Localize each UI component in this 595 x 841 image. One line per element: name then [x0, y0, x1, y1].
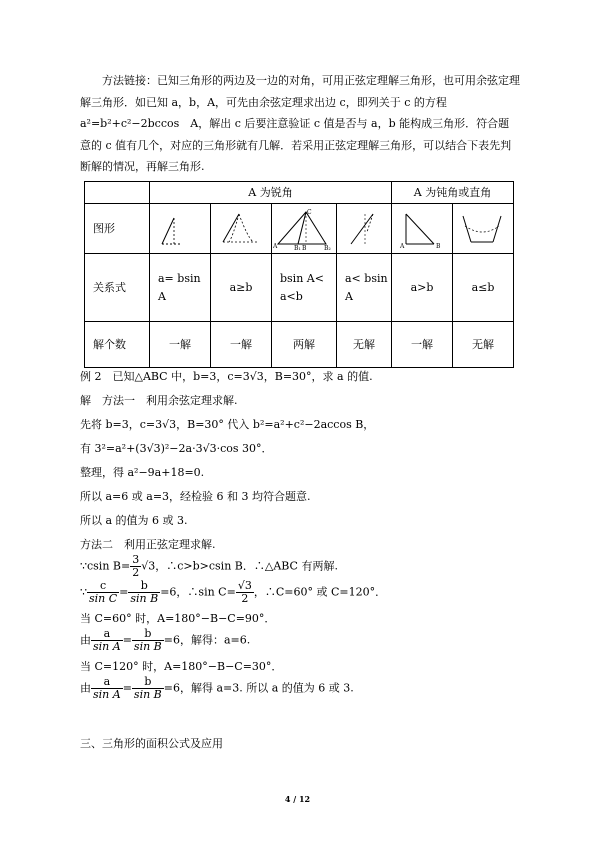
solution-line-1: 解 方法一 利用余弦定理求解. — [80, 394, 238, 407]
solutions-6: 无解 — [453, 322, 514, 368]
solutions-4: 无解 — [337, 322, 392, 368]
solution-line-13: 由 $\frac{a}{\text{sin A}}$ = $\frac{b}{\text{sin B}}$ =6，解得 a=3. 所以 a 的值为 6 或 3. — [80, 675, 354, 701]
relation-6: a≤b — [453, 254, 514, 322]
sqrt-3: √3 — [141, 559, 156, 573]
figure-2 — [211, 204, 272, 254]
figure-1 — [150, 204, 211, 254]
page-number: 4 / 12 — [284, 794, 311, 804]
fraction-b-sinb: $\frac{b}{\text{sin B}}$ — [130, 579, 159, 605]
solution-line-12: 当 C=120° 时，A=180°−B−C=30°． — [80, 660, 283, 673]
fraction-b-sinb-2: $\frac{b}{\text{sin B}}$ — [133, 627, 162, 653]
l9-suffix: ，∴c>b>csin B．∴△ABC 有两解. — [155, 559, 338, 573]
fig-label-b: B — [302, 244, 307, 252]
solution-line-4: 整理，得 a²−9a+18=0. — [80, 466, 205, 479]
solution-line-3: 有 3²=a²+(3√3)²−2a·3√3·cos 30°． — [80, 442, 273, 455]
row-solutions-label: 解个数 — [85, 322, 150, 368]
relation-4: a< bsin A — [337, 254, 392, 322]
section-heading: 三、三角形的面积公式及应用 — [80, 737, 223, 750]
fraction-a-sina: $\frac{a}{\text{sin A}}$ — [93, 627, 121, 653]
l9-prefix: ∵csin B= — [80, 559, 131, 573]
fig-label-b1: B₁ — [294, 244, 301, 252]
solution-line-2: 先将 b=3，c=3√3，B=30° 代入 b²=a²+c²−2accos B， — [80, 418, 375, 431]
solution-line-7: 方法二 利用正弦定理求解. — [80, 538, 216, 551]
relation-5: a>b — [392, 254, 453, 322]
row-figure-label: 图形 — [85, 204, 150, 254]
relation-3: bsin A< a<b — [272, 254, 337, 322]
fig-label-a-2: A — [400, 242, 405, 250]
solution-table — [84, 181, 514, 368]
header-acute: A 为锐角 — [150, 182, 392, 204]
fraction-b-sinb-3: $\frac{b}{\text{sin B}}$ — [133, 675, 162, 701]
row-relation-label: 关系式 — [85, 254, 150, 322]
figure-5 — [392, 204, 453, 254]
figure-6 — [453, 204, 514, 254]
solution-line-10: 当 C=60° 时，A=180°−B−C=90°． — [80, 612, 276, 625]
solutions-2: 一解 — [211, 322, 272, 368]
method-paragraph: 方法链接：已知三角形的两边及一边的对角，可用正弦定理解三角形，也可用余弦定理解三角形．如已知 a，b，A，可先由余弦定理求出边 c，即列关于 c 的方程 a²=b²+c²−2bccos A，解出 c 后要注意验证 c 值是否与 a，b 能构成三角形．符合题意的 c 值有几个，对应的三角形就有几解．若采用正弦定理解三角形，可以结合下表先判断解的情况，再解三角形. — [80, 74, 520, 173]
solutions-1: 一解 — [150, 322, 211, 368]
solutions-5: 一解 — [392, 322, 453, 368]
solution-line-8 — [80, 554, 338, 579]
relation-1: a= bsin A — [150, 254, 211, 322]
fig-label-b2: B₂ — [324, 244, 331, 252]
figure-3 — [272, 204, 337, 254]
example-line: 例 2 已知△ABC 中，b=3，c=3√3，B=30°，求 a 的值. — [80, 370, 373, 383]
fig-label-a: A — [273, 242, 278, 250]
table-corner — [85, 182, 150, 204]
solution-line-5: 所以 a=6 或 a=3，经检验 6 和 3 均符合题意. — [80, 490, 311, 503]
solutions-3: 两解 — [272, 322, 337, 368]
header-obtuse: A 为钝角或直角 — [392, 182, 514, 204]
fraction-3-2: $\frac{3}{2}$ — [132, 553, 140, 579]
fig-label-c: C — [307, 208, 312, 216]
solution-line-6: 所以 a 的值为 6 或 3. — [80, 514, 188, 527]
solution-line-9: ∵ $\frac{c}{\text{sin C}}$ = $\frac{b}{\text{sin B}}$ =6，∴sin C= $\frac{√3}{2}$ ，∴C=60° 或 C=120°． — [80, 579, 387, 605]
fraction-sqrt3-2: $\frac{√3}{2}$ — [237, 579, 252, 605]
fraction-a-sina-2: $\frac{a}{\text{sin A}}$ — [93, 675, 121, 701]
solution-line-11: 由 $\frac{a}{\text{sin A}}$ = $\frac{b}{\text{sin B}}$ =6，解得：a=6. — [80, 627, 251, 653]
relation-2: a≥b — [211, 254, 272, 322]
figure-4 — [337, 204, 392, 254]
fig-label-b-2: B — [436, 242, 441, 250]
fraction-c-sinc: $\frac{c}{\text{sin C}}$ — [89, 579, 118, 605]
